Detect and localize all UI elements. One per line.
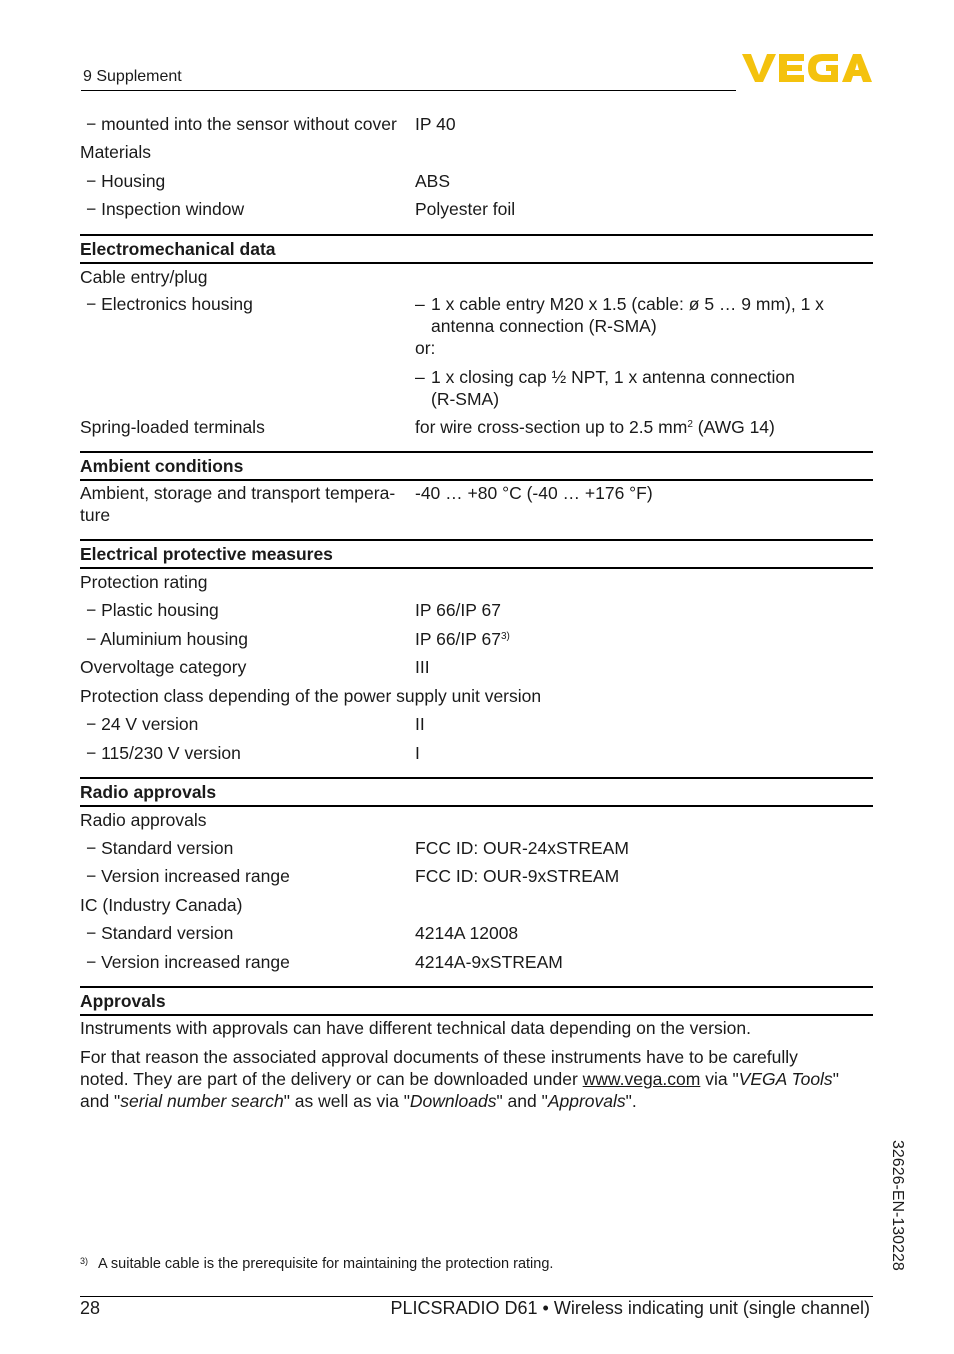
section-title-radio: Radio approvals bbox=[80, 782, 217, 802]
spec-label: − Standard version bbox=[86, 923, 234, 943]
spec-label: − Standard version bbox=[86, 838, 234, 858]
approvals-paragraph: Instruments with approvals can have different technical data depending on the version. bbox=[80, 1018, 751, 1038]
section-divider bbox=[80, 262, 873, 264]
text-run: " bbox=[832, 1069, 839, 1089]
document-code: 32626-EN-130228 bbox=[889, 1140, 906, 1271]
vega-logo bbox=[742, 52, 872, 84]
text-run: and " bbox=[80, 1091, 121, 1111]
emphasis: serial number search bbox=[120, 1091, 284, 1111]
section-header: 9 Supplement bbox=[83, 68, 182, 85]
paragraph-line bbox=[80, 1068, 873, 1090]
section-title-approvals: Approvals bbox=[80, 991, 166, 1011]
rating-value: IP 66/IP 67 bbox=[415, 629, 501, 649]
spec-label: Materials bbox=[80, 142, 151, 162]
spec-value: IP 66/IP 67 bbox=[415, 600, 501, 620]
spec-value: II bbox=[415, 714, 425, 734]
spec-value: IP 40 bbox=[415, 114, 456, 134]
spec-label: − 115/230 V version bbox=[86, 743, 241, 763]
spec-label: − Inspection window bbox=[86, 199, 245, 219]
section-divider bbox=[80, 567, 873, 569]
spec-label: ture bbox=[80, 505, 111, 525]
spec-value: I bbox=[415, 743, 420, 763]
spec-label: Protection rating bbox=[80, 572, 208, 592]
section-divider bbox=[80, 777, 873, 779]
spec-label: Overvoltage category bbox=[80, 657, 247, 677]
section-title-ambient: Ambient conditions bbox=[80, 456, 244, 476]
header-divider bbox=[81, 90, 736, 91]
spec-value: or: bbox=[415, 338, 436, 358]
terminals-value: for wire cross-section up to 2.5 mm bbox=[415, 417, 688, 437]
terminals-value-suffix: (AWG 14) bbox=[692, 417, 775, 437]
emphasis: Approvals bbox=[547, 1091, 626, 1111]
section-divider bbox=[80, 1014, 873, 1016]
spec-label: − Plastic housing bbox=[86, 600, 219, 620]
text-run: " and " bbox=[496, 1091, 548, 1111]
spec-value bbox=[415, 416, 775, 438]
paragraph-line: For that reason the associated approval documents of these instruments have to be carefully bbox=[80, 1047, 798, 1067]
footnote-mark: 3) bbox=[80, 1256, 89, 1266]
spec-value: 4214A-9xSTREAM bbox=[415, 952, 563, 972]
section-divider bbox=[80, 805, 873, 807]
spec-value: 1 x cable entry M20 x 1.5 (cable: ø 5 … 9 mm), 1 x bbox=[431, 294, 824, 314]
spec-label: − Version increased range bbox=[86, 866, 290, 886]
paragraph-line bbox=[80, 1090, 873, 1112]
spec-label: − 24 V version bbox=[86, 714, 199, 734]
spec-label: Cable entry/plug bbox=[80, 267, 208, 287]
vega-website-link[interactable]: www.vega.com bbox=[582, 1069, 701, 1089]
footnote bbox=[80, 1256, 553, 1272]
spec-label: − Aluminium housing bbox=[86, 629, 248, 649]
section-divider bbox=[80, 234, 873, 236]
section-title-electrical: Electrical protective measures bbox=[80, 544, 333, 564]
spec-label: − Version increased range bbox=[86, 952, 290, 972]
spec-value: III bbox=[415, 657, 430, 677]
spec-value: 1 x closing cap ½ NPT, 1 x antenna connection bbox=[431, 367, 795, 387]
spec-value: Polyester foil bbox=[415, 199, 516, 219]
superscript: 2 bbox=[687, 419, 693, 430]
spec-value: antenna connection (R-SMA) bbox=[431, 316, 657, 336]
spec-label: Spring-loaded terminals bbox=[80, 417, 265, 437]
footnote-text: A suitable cable is the prerequisite for maintaining the protection rating. bbox=[98, 1256, 554, 1272]
spec-label: Radio approvals bbox=[80, 810, 207, 830]
spec-label: − mounted into the sensor without cover bbox=[86, 114, 397, 134]
section-divider bbox=[80, 451, 873, 453]
spec-value: FCC ID: OUR-24xSTREAM bbox=[415, 838, 629, 858]
section-divider bbox=[80, 539, 873, 541]
spec-value: -40 … +80 °C (-40 … +176 °F) bbox=[415, 483, 653, 503]
footnote-ref: 3) bbox=[500, 631, 510, 642]
section-title-electromechanical: Electromechanical data bbox=[80, 239, 276, 259]
spec-label: IC (Industry Canada) bbox=[80, 895, 243, 915]
emphasis: Downloads bbox=[409, 1091, 497, 1111]
list-dash: – bbox=[415, 367, 425, 387]
text-run: " as well as via " bbox=[283, 1091, 410, 1111]
emphasis: VEGA Tools bbox=[738, 1069, 833, 1089]
spec-label: − Electronics housing bbox=[86, 294, 253, 314]
spec-value bbox=[415, 628, 510, 650]
spec-value: FCC ID: OUR-9xSTREAM bbox=[415, 866, 620, 886]
approvals-paragraph bbox=[80, 1046, 873, 1112]
text-run: via " bbox=[700, 1069, 739, 1089]
text-run: ". bbox=[625, 1091, 637, 1111]
list-dash: – bbox=[415, 294, 425, 314]
spec-label: − Housing bbox=[86, 171, 166, 191]
spec-label: Ambient, storage and transport tempera- bbox=[80, 483, 396, 503]
spec-value: ABS bbox=[415, 171, 451, 191]
page-number: 28 bbox=[80, 1298, 101, 1318]
text-run: noted. They are part of the delivery or can be downloaded under bbox=[80, 1069, 583, 1089]
section-divider bbox=[80, 986, 873, 988]
section-divider bbox=[80, 479, 873, 481]
spec-value: 4214A 12008 bbox=[415, 923, 519, 943]
footer-divider bbox=[80, 1296, 873, 1297]
spec-value: (R-SMA) bbox=[431, 389, 500, 409]
spec-label: Protection class depending of the power supply unit version bbox=[80, 686, 542, 706]
footer-title: PLICSRADIO D61 • Wireless indicating unit (single channel) bbox=[390, 1298, 870, 1318]
